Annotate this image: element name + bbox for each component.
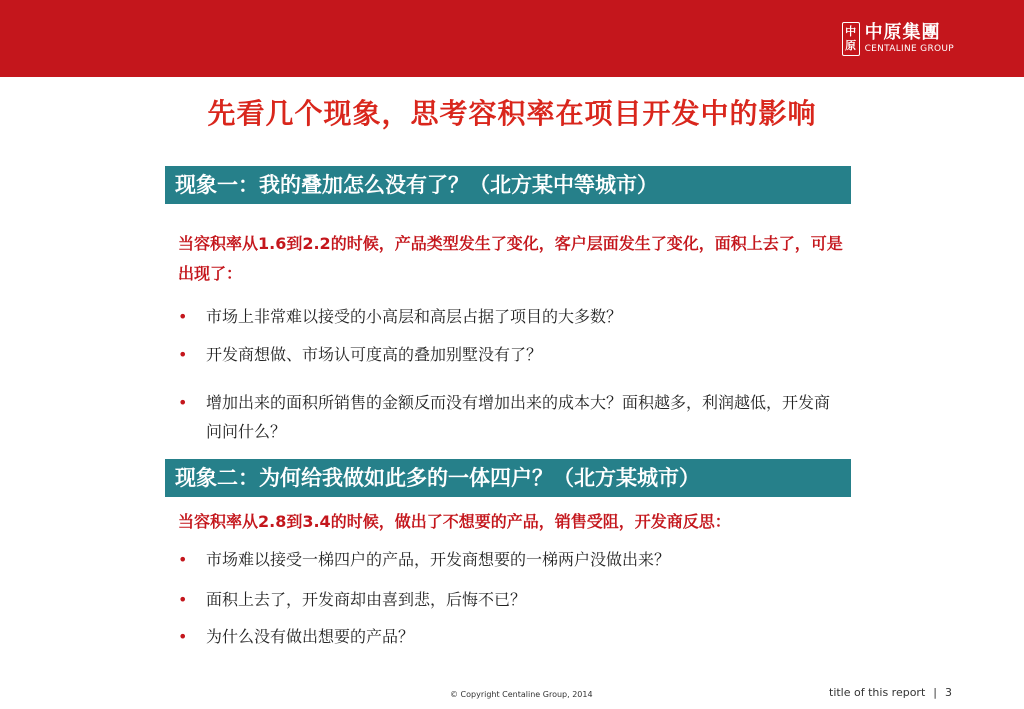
bullet-icon: • <box>178 307 188 326</box>
bullet-icon: • <box>178 590 188 609</box>
page-number: 3 <box>945 686 952 699</box>
footer-report-info <box>829 686 952 699</box>
header-bar <box>0 0 1024 77</box>
list-item: • 面积上去了，开发商却由喜到悲，后悔不已？ <box>178 585 838 614</box>
logo-seal: 中 原 <box>842 22 860 56</box>
bullet-icon: • <box>178 627 188 646</box>
section-intro-2: 当容积率从2.8到3.4的时候，做出了不想要的产品，销售受阻，开发商反思： <box>178 512 731 531</box>
footer-separator: | <box>933 686 937 699</box>
bullet-icon: • <box>178 393 188 412</box>
centaline-logo <box>842 20 954 58</box>
copyright-notice: © Copyright Centaline Group, 2014 <box>450 690 593 699</box>
list-item: • 为什么没有做出想要的产品？ <box>178 622 838 651</box>
list-item: • 开发商想做、市场认可度高的叠加别墅没有了？ <box>178 340 838 369</box>
report-title: title of this report <box>829 686 926 699</box>
logo-chinese-name: 中原集團 <box>864 22 941 43</box>
bullet-icon: • <box>178 550 188 569</box>
section-intro-1: 当容积率从1.6到2.2的时候，产品类型发生了变化，客户层面发生了变化，面积上去了，可是出现了： <box>178 234 843 283</box>
logo-english-name: CENTALINE GROUP <box>864 44 954 54</box>
bullet-icon: • <box>178 345 188 364</box>
section-heading-2: 现象二：为何给我做如此多的一体四户？（北方某城市） <box>165 459 851 497</box>
list-item: • 市场上非常难以接受的小高层和高层占据了项目的大多数？ <box>178 302 838 331</box>
list-item: • 增加出来的面积所销售的金额反而没有增加出来的成本大？面积越多，利润越低，开发商问问什么？ <box>178 388 838 446</box>
list-item: • 市场难以接受一梯四户的产品，开发商想要的一梯两户没做出来？ <box>178 545 838 574</box>
section-heading-1: 现象一：我的叠加怎么没有了？（北方某中等城市） <box>165 166 851 204</box>
page-title: 先看几个现象，思考容积率在项目开发中的影响 <box>207 97 817 130</box>
